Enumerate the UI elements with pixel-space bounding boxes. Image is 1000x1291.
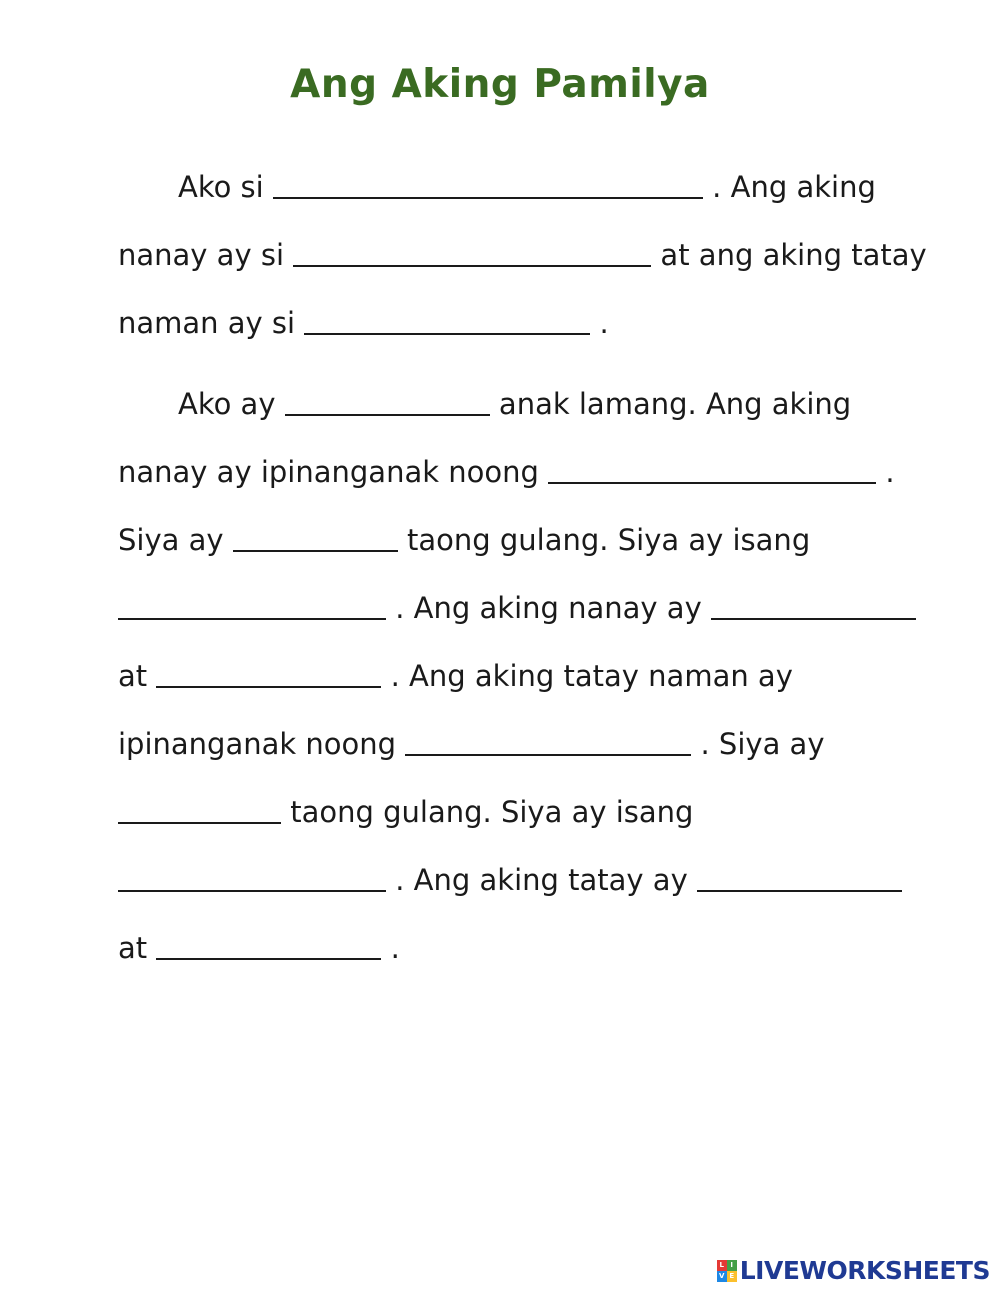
sentence-line-3 [118, 303, 609, 343]
blank-mother-name[interactable] [293, 239, 651, 267]
line-text-post: . Siya ay [691, 727, 825, 761]
line-text-pre: at [118, 931, 157, 965]
blank-name[interactable] [273, 171, 703, 199]
line-text-pre: Ako si [178, 170, 273, 204]
blank-father-name[interactable] [304, 307, 590, 335]
blank-father-trait-1[interactable] [697, 864, 902, 892]
line-text-post: . [590, 306, 609, 340]
line-text-post: . Ang aking tatay naman ay [381, 659, 793, 693]
line-text-mid: . Ang aking tatay ay [386, 863, 697, 897]
blank-mother-birthdate[interactable] [548, 456, 876, 484]
brand-name: LIVEWORKSHEETS [739, 1256, 990, 1285]
line-text-post: taong gulang. Siya ay isang [397, 523, 811, 557]
line-text-post: . Ang aking [702, 170, 876, 204]
sentence-line-1 [178, 167, 876, 207]
blank-child-order[interactable] [285, 388, 490, 416]
blank-mother-occupation[interactable] [118, 592, 386, 620]
line-text-pre: ipinanganak noong [118, 727, 406, 761]
line-text-mid: . Ang aking nanay ay [386, 591, 711, 625]
blank-mother-trait-1[interactable] [711, 592, 916, 620]
sentence-line-5 [118, 452, 895, 492]
line-text-pre: Siya ay [118, 523, 233, 557]
sentence-line-11 [118, 860, 902, 900]
line-text-pre: nanay ay ipinanganak noong [118, 455, 549, 489]
sentence-line-7 [118, 588, 916, 628]
blank-father-age[interactable] [118, 796, 281, 824]
line-text-pre: naman ay si [118, 306, 305, 340]
line-text-post: . [381, 931, 400, 965]
blank-father-occupation[interactable] [118, 864, 386, 892]
line-text-pre: nanay ay si [118, 238, 294, 272]
sentence-line-6 [118, 520, 810, 560]
sentence-line-12 [118, 928, 400, 968]
line-text-post: anak lamang. Ang aking [489, 387, 852, 421]
logo-mark-icon: L I V E [717, 1260, 737, 1282]
page-title: Ang Aking Pamilya [290, 62, 710, 107]
line-text-pre: at [118, 659, 157, 693]
line-text-post: . [876, 455, 895, 489]
blank-mother-trait-2[interactable] [156, 660, 381, 688]
blank-father-birthdate[interactable] [405, 728, 691, 756]
blank-mother-age[interactable] [233, 524, 398, 552]
blank-father-trait-2[interactable] [156, 932, 381, 960]
sentence-line-4 [178, 384, 851, 424]
line-text-post: at ang aking tatay [651, 238, 927, 272]
sentence-line-9 [118, 724, 825, 764]
line-text-pre: Ako ay [178, 387, 285, 421]
sentence-line-2 [118, 235, 927, 275]
liveworksheets-logo [717, 1256, 990, 1285]
line-text-post: taong gulang. Siya ay isang [281, 795, 694, 829]
sentence-line-8 [118, 656, 793, 696]
sentence-line-10 [118, 792, 693, 832]
